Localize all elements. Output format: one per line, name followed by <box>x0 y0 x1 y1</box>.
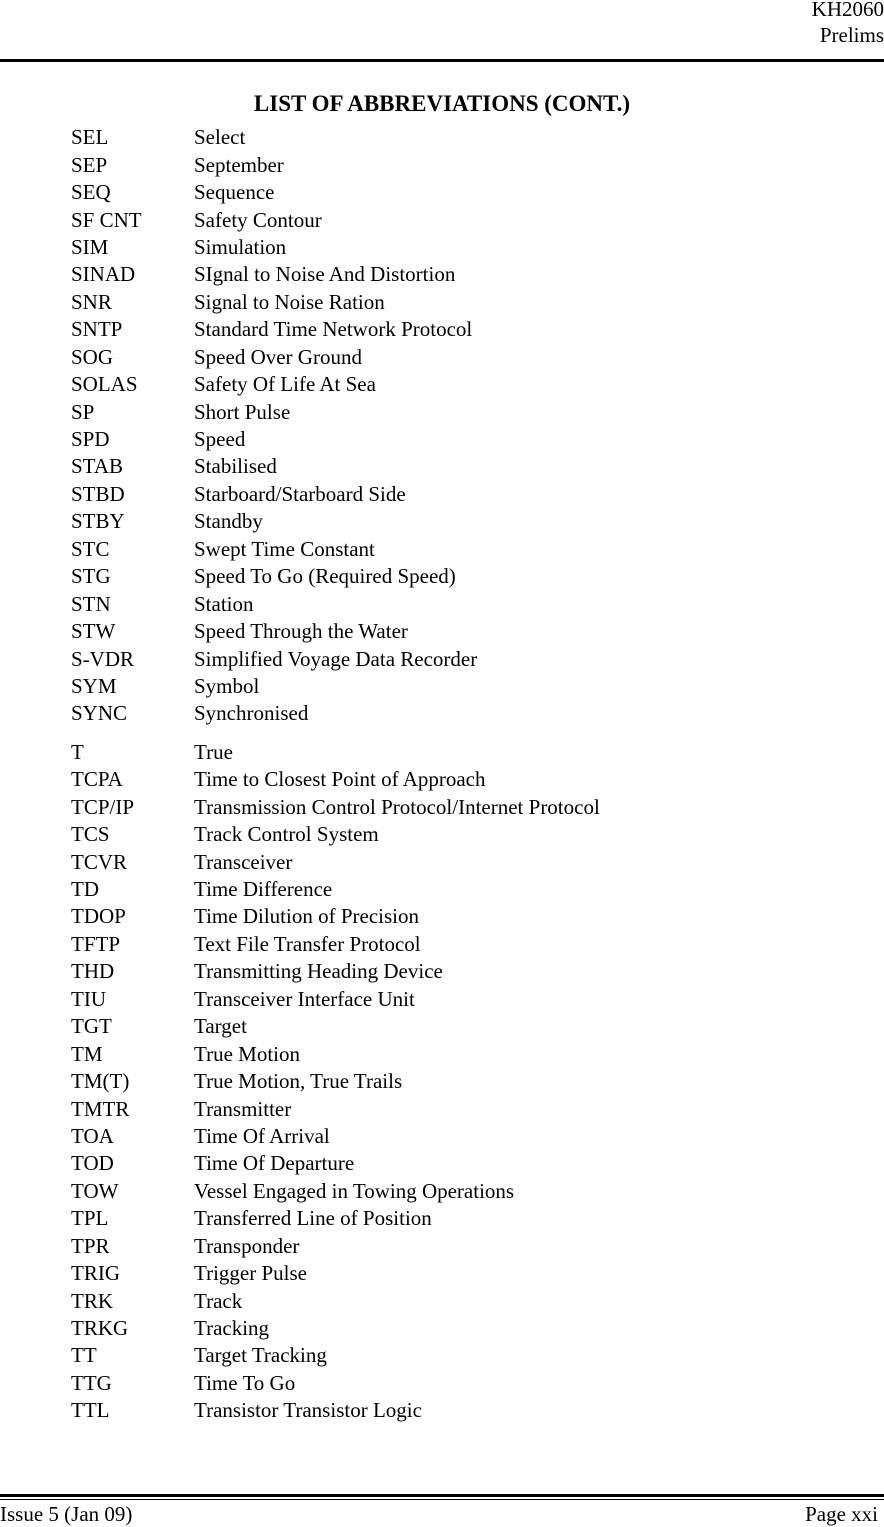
abbreviation-row <box>71 958 831 985</box>
abbreviation-meaning: Standby <box>194 509 263 534</box>
abbreviation-row <box>71 876 831 903</box>
abbreviation: SNR <box>71 289 112 314</box>
abbreviation-row <box>71 453 831 480</box>
abbreviation: STW <box>71 619 116 644</box>
abbreviation: SEQ <box>71 180 111 205</box>
abbreviation: TCPA <box>71 767 123 792</box>
abbreviation: TRK <box>71 1288 113 1313</box>
abbreviation: TDOP <box>71 904 126 929</box>
abbreviation-meaning: Swept Time Constant <box>194 536 375 561</box>
abbreviation-row <box>71 398 831 425</box>
abbreviation: TPL <box>71 1206 109 1231</box>
abbreviation: TM <box>71 1041 103 1066</box>
abbreviation: STN <box>71 591 111 616</box>
abbreviation-row <box>71 645 831 672</box>
abbreviation-row <box>71 563 831 590</box>
abbreviation: T <box>71 739 84 764</box>
abbreviation-row <box>71 344 831 371</box>
abbreviation: SNTP <box>71 317 123 342</box>
abbreviation: TTL <box>71 1398 110 1423</box>
abbreviation-meaning: Target Tracking <box>194 1343 327 1368</box>
abbreviation-row <box>71 536 831 563</box>
abbreviation-meaning: Speed To Go (Required Speed) <box>194 564 456 589</box>
abbreviation: SOLAS <box>71 372 138 397</box>
abbreviation-meaning: Standard Time Network Protocol <box>194 317 473 342</box>
abbreviation-row <box>71 1370 831 1397</box>
abbreviation-row <box>71 151 831 178</box>
footer-rule <box>0 1494 884 1497</box>
abbreviation: TOD <box>71 1151 114 1176</box>
abbreviation-row <box>71 821 831 848</box>
abbreviation-meaning: Transponder <box>194 1233 300 1258</box>
abbreviation-meaning: Transmitter <box>194 1096 292 1121</box>
issue-label: Issue 5 (Jan 09) <box>0 1502 133 1526</box>
abbreviation-meaning: Transmission Control Protocol/Internet Protocol <box>194 794 600 819</box>
abbreviation-meaning: Track <box>194 1288 243 1313</box>
abbreviation-row <box>71 1178 831 1205</box>
abbreviation-row <box>71 206 831 233</box>
abbreviation-meaning: Transferred Line of Position <box>194 1206 432 1231</box>
abbreviation-meaning: Synchronised <box>194 701 309 726</box>
abbreviation-meaning: Transceiver <box>194 849 293 874</box>
abbreviation-meaning: True Motion <box>194 1041 300 1066</box>
abbreviation-row <box>71 234 831 261</box>
abbreviation-meaning: Simulation <box>194 234 287 259</box>
abbreviation-row <box>71 1205 831 1232</box>
abbreviation-row <box>71 590 831 617</box>
abbreviation: STBD <box>71 481 125 506</box>
abbreviation: TRIG <box>71 1261 120 1286</box>
running-header <box>812 0 884 48</box>
abbreviation-row <box>71 124 831 151</box>
abbreviation-row <box>71 179 831 206</box>
abbreviation-row <box>71 289 831 316</box>
abbreviation-meaning: Tracking <box>194 1316 270 1341</box>
abbreviation: TIU <box>71 986 106 1011</box>
abbreviation: TPR <box>71 1233 110 1258</box>
abbreviation-meaning: Time Of Departure <box>194 1151 355 1176</box>
abbreviation: SEL <box>71 125 109 150</box>
footer-rule-thin <box>0 1499 884 1500</box>
abbreviation-meaning: Trigger Pulse <box>194 1261 307 1286</box>
abbreviation: TRKG <box>71 1316 129 1341</box>
abbreviation-row <box>71 1040 831 1067</box>
abbreviation-row <box>71 1068 831 1095</box>
page-title: LIST OF ABBREVIATIONS (CONT.) <box>253 91 631 116</box>
abbreviation-meaning: Starboard/Starboard Side <box>194 481 406 506</box>
abbreviation-row <box>71 931 831 958</box>
abbreviation-meaning: Short Pulse <box>194 399 291 424</box>
abbreviation-meaning: Transistor Transistor Logic <box>194 1398 422 1423</box>
abbreviation-row <box>71 1233 831 1260</box>
abbreviation-meaning: Speed Through the Water <box>194 619 408 644</box>
abbreviation-meaning: Select <box>194 125 246 150</box>
abbreviation-row <box>71 903 831 930</box>
abbreviation-meaning: Time Difference <box>194 877 333 902</box>
abbreviation-meaning: Transceiver Interface Unit <box>194 986 415 1011</box>
abbreviation-meaning: Time To Go <box>194 1370 296 1395</box>
header-rule <box>0 59 884 62</box>
abbreviation: SPD <box>71 427 110 452</box>
abbreviation-row <box>71 700 831 727</box>
section-name: Prelims <box>819 23 884 47</box>
abbreviation-meaning: Time Dilution of Precision <box>194 904 419 929</box>
abbreviation: SP <box>71 399 95 424</box>
group-separator <box>71 728 831 739</box>
abbreviation-row <box>71 316 831 343</box>
abbreviation-meaning: Safety Contour <box>194 207 322 232</box>
abbreviation-row <box>71 371 831 398</box>
abbreviation-row <box>71 986 831 1013</box>
abbreviation: SF CNT <box>71 207 142 232</box>
abbreviation-row <box>71 1342 831 1369</box>
abbreviation-row <box>71 739 831 766</box>
abbreviation-meaning: Safety Of Life At Sea <box>194 372 376 397</box>
abbreviation-row <box>71 673 831 700</box>
abbreviation: TT <box>71 1343 97 1368</box>
abbreviation-row <box>71 1123 831 1150</box>
abbreviation-row <box>71 1397 831 1424</box>
abbreviation-meaning: Vessel Engaged in Towing Operations <box>194 1178 515 1203</box>
abbreviation-row <box>71 1150 831 1177</box>
abbreviation-meaning: Symbol <box>194 673 260 698</box>
abbreviation: TFTP <box>71 931 121 956</box>
abbreviation-meaning: Sequence <box>194 180 275 205</box>
abbreviation-meaning: Speed <box>194 427 246 452</box>
abbreviation: TTG <box>71 1370 112 1395</box>
abbreviation: SYM <box>71 673 117 698</box>
page-number: Page xxi <box>805 1502 878 1526</box>
abbreviation: THD <box>71 959 115 984</box>
abbreviation-row <box>71 1260 831 1287</box>
abbreviation-row <box>71 1287 831 1314</box>
abbreviation-meaning: Transmitting Heading Device <box>194 959 443 984</box>
abbreviation: S-VDR <box>71 646 135 671</box>
abbreviation-row <box>71 848 831 875</box>
abbreviation-meaning: Simplified Voyage Data Recorder <box>194 646 478 671</box>
abbreviation-meaning: Track Control System <box>194 822 379 847</box>
abbreviation: TGT <box>71 1014 112 1039</box>
abbreviation: TOA <box>71 1123 114 1148</box>
abbreviation-meaning: Speed Over Ground <box>194 344 362 369</box>
abbreviation-meaning: Signal to Noise Ration <box>194 289 385 314</box>
abbreviation: TCVR <box>71 849 128 874</box>
abbreviation-row <box>71 261 831 288</box>
abbreviation-meaning: Text File Transfer Protocol <box>194 931 421 956</box>
abbreviation: TD <box>71 877 99 902</box>
abbreviation-meaning: September <box>194 152 284 177</box>
abbreviation: STG <box>71 564 111 589</box>
abbreviation: SOG <box>71 344 114 369</box>
abbreviation: STAB <box>71 454 123 479</box>
abbreviation-row <box>71 1315 831 1342</box>
abbreviation: TMTR <box>71 1096 130 1121</box>
abbreviation: TCS <box>71 822 110 847</box>
abbreviation: TCP/IP <box>71 794 135 819</box>
abbreviation-meaning: Time to Closest Point of Approach <box>194 767 486 792</box>
abbreviation-row <box>71 508 831 535</box>
abbreviation-meaning: SIgnal to Noise And Distortion <box>194 262 456 287</box>
abbreviation-meaning: True <box>194 739 233 764</box>
abbreviation-meaning: Time Of Arrival <box>194 1123 330 1148</box>
abbreviation: STBY <box>71 509 125 534</box>
abbreviation-row <box>71 481 831 508</box>
document-code: KH2060 <box>811 0 884 21</box>
abbreviation-row <box>71 794 831 821</box>
abbreviation: TM(T) <box>71 1069 130 1094</box>
abbreviation-row <box>71 618 831 645</box>
abbreviation: SINAD <box>71 262 136 287</box>
abbreviation: TOW <box>71 1178 119 1203</box>
abbreviation-meaning: Station <box>194 591 254 616</box>
abbreviation-meaning: Stabilised <box>194 454 277 479</box>
abbreviation-meaning: Target <box>194 1014 247 1039</box>
abbreviation-row <box>71 426 831 453</box>
abbreviation-list <box>71 124 831 1425</box>
abbreviation-meaning: True Motion, True Trails <box>194 1069 403 1094</box>
abbreviation: SIM <box>71 234 109 259</box>
abbreviation-row <box>71 766 831 793</box>
abbreviation: SEP <box>71 152 108 177</box>
abbreviation-row <box>71 1095 831 1122</box>
abbreviation: SYNC <box>71 701 128 726</box>
abbreviation: STC <box>71 536 110 561</box>
abbreviation-row <box>71 1013 831 1040</box>
